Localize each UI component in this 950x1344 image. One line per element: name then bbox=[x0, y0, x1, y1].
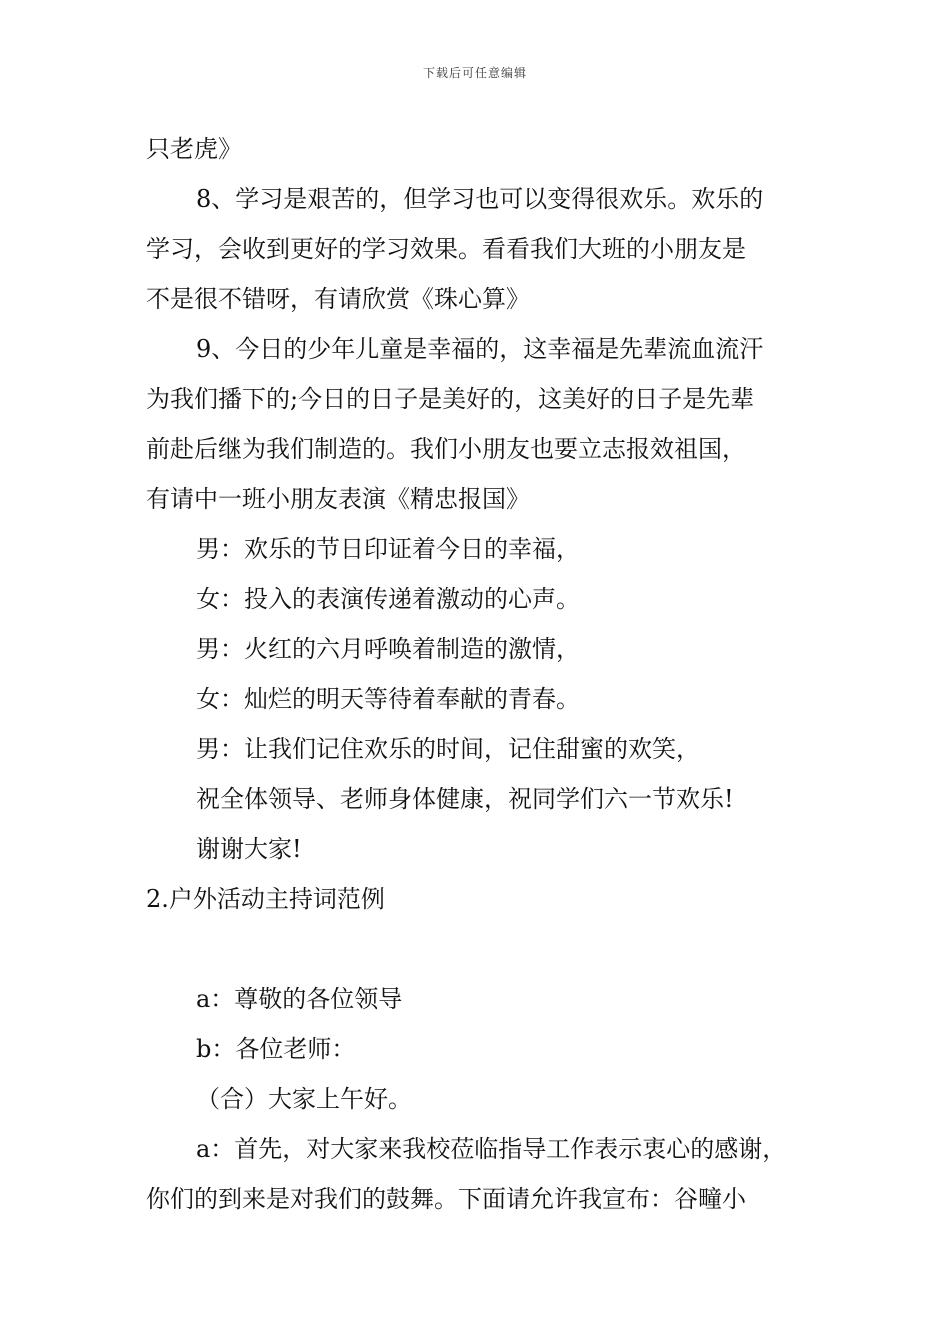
paragraph-line: 只老虎》 bbox=[146, 135, 242, 163]
paragraph-line: 不是很不错呀，有请欣赏《珠心算》 bbox=[146, 285, 530, 313]
dialogue-line: 男：让我们记住欢乐的时间，记住甜蜜的欢笑， bbox=[196, 735, 700, 763]
paragraph-line: 有请中一班小朋友表演《精忠报国》 bbox=[146, 485, 530, 513]
dialogue-line: b：各位老师： bbox=[196, 1035, 356, 1063]
paragraph-line: 学习，会收到更好的学习效果。看看我们大班的小朋友是 bbox=[146, 235, 746, 263]
document-body bbox=[146, 124, 810, 1224]
paragraph-line: 你们的到来是对我们的鼓舞。下面请允许我宣布：谷疃小 bbox=[146, 1185, 746, 1213]
dialogue-line: 祝全体领导、老师身体健康，祝同学们六一节欢乐! bbox=[196, 785, 734, 813]
dialogue-line: 女：灿烂的明天等待着奉献的青春。 bbox=[196, 685, 580, 713]
paragraph-line: 为我们播下的;今日的日子是美好的，这美好的日子是先辈 bbox=[146, 385, 755, 413]
dialogue-line: （合）大家上午好。 bbox=[196, 1085, 412, 1113]
page-header: 下载后可任意编辑 bbox=[422, 66, 527, 80]
blank-line bbox=[146, 924, 810, 974]
dialogue-line: a：尊敬的各位领导 bbox=[196, 985, 403, 1013]
dialogue-line: a：首先，对大家来我校莅临指导工作表示衷心的感谢， bbox=[196, 1135, 787, 1163]
dialogue-line: 谢谢大家! bbox=[196, 835, 302, 863]
dialogue-line: 男：欢乐的节日印证着今日的幸福， bbox=[196, 535, 580, 563]
dialogue-line: 女：投入的表演传递着激动的心声。 bbox=[196, 585, 580, 613]
paragraph-line: 8、学习是艰苦的，但学习也可以变得很欢乐。欢乐的 bbox=[196, 185, 764, 213]
paragraph-line: 前赴后继为我们制造的。我们小朋友也要立志报效祖国， bbox=[146, 435, 746, 463]
paragraph-line: 9、今日的少年儿童是幸福的，这幸福是先辈流血流汗 bbox=[196, 335, 764, 363]
dialogue-line: 男：火红的六月呼唤着制造的激情， bbox=[196, 635, 580, 663]
section-heading: 2.户外活动主持词范例 bbox=[146, 885, 385, 913]
